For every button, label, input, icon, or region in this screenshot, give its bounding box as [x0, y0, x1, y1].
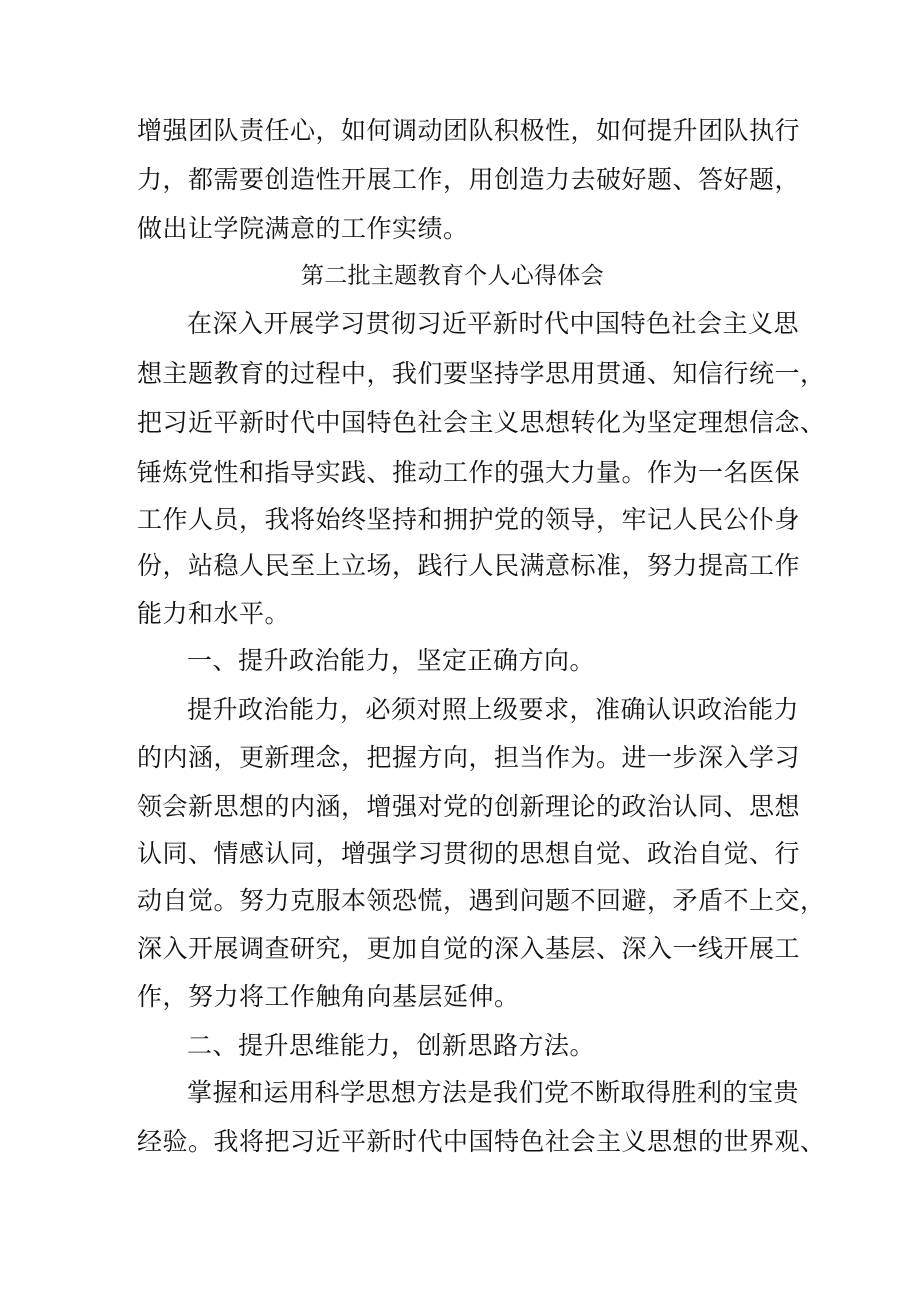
- paragraph-2-line-7: 作，努力将工作触角向基层延伸。: [137, 982, 520, 1011]
- paragraph-3-line-2: 经验。我将把习近平新时代中国特色社会主义思想的世界观、: [137, 1127, 826, 1156]
- document-title: 第二批主题教育个人心得体会: [301, 263, 604, 289]
- paragraph-1-line-6: 份，站稳人民至上立场，践行人民满意标准，努力提高工作: [137, 551, 801, 580]
- intro-line-2: 力，都需要创造性开展工作，用创造力去破好题、答好题，: [137, 165, 801, 194]
- paragraph-2-line-5: 动自觉。努力克服本领恐慌，遇到问题不回避，矛盾不上交，: [137, 886, 826, 915]
- intro-line-3: 做出让学院满意的工作实绩。: [137, 214, 469, 243]
- paragraph-2-line-3: 领会新思想的内涵，增强对党的创新理论的政治认同、思想: [137, 792, 801, 821]
- section-heading-2: 二、提升思维能力，创新思路方法。: [187, 1031, 596, 1060]
- section-heading-1: 一、提升政治能力，坚定正确方向。: [187, 646, 596, 675]
- intro-line-1: 增强团队责任心，如何调动团队积极性，如何提升团队执行: [137, 116, 801, 145]
- paragraph-1-line-2: 想主题教育的过程中，我们要坚持学思用贯通、知信行统一，: [137, 359, 826, 388]
- paragraph-1-line-4: 锤炼党性和指导实践、推动工作的强大力量。作为一名医保: [137, 458, 801, 487]
- paragraph-2-line-6: 深入开展调查研究，更加自觉的深入基层、深入一线开展工: [137, 934, 801, 963]
- paragraph-2-line-1: 提升政治能力，必须对照上级要求，准确认识政治能力: [187, 695, 800, 724]
- paragraph-1-line-7: 能力和水平。: [137, 599, 291, 628]
- paragraph-2-line-4: 认同、情感认同，增强学习贯彻的思想自觉、政治自觉、行: [137, 839, 801, 868]
- paragraph-2-line-2: 的内涵，更新理念，把握方向，担当作为。进一步深入学习: [137, 743, 801, 772]
- paragraph-1-line-5: 工作人员，我将始终坚持和拥护党的领导，牢记人民公仆身: [137, 505, 801, 534]
- paragraph-1-line-1: 在深入开展学习贯彻习近平新时代中国特色社会主义思: [187, 309, 800, 338]
- paragraph-1-line-3: 把习近平新时代中国特色社会主义思想转化为坚定理想信念、: [137, 408, 826, 437]
- paragraph-3-line-1: 掌握和运用科学思想方法是我们党不断取得胜利的宝贵: [187, 1078, 800, 1107]
